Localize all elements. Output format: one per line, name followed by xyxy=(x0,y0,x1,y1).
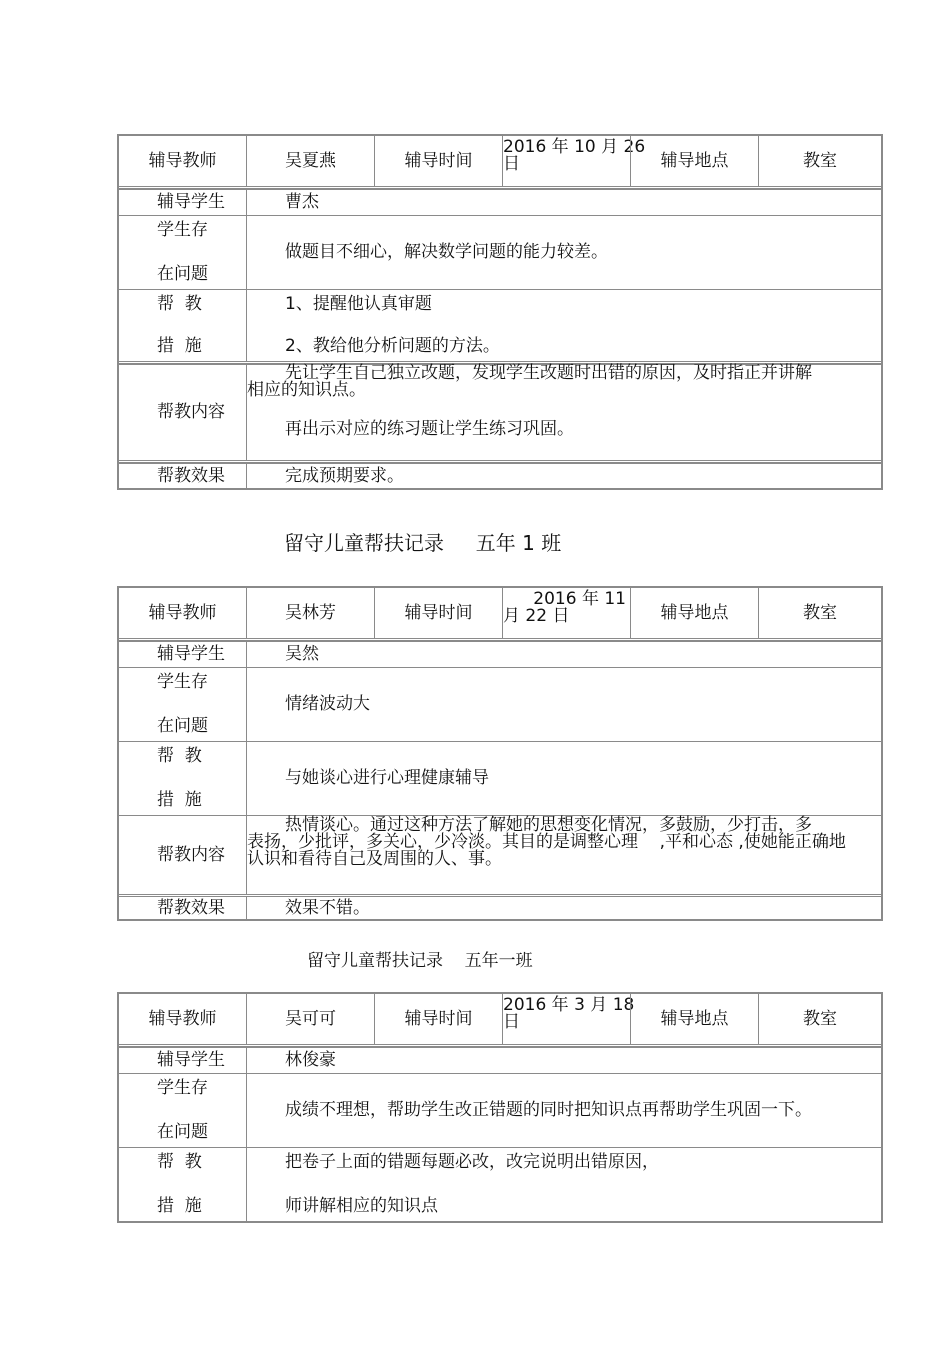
place-value-cell xyxy=(758,588,881,638)
problem-text: 做题目不细心，解决数学问题的能力较差。 xyxy=(285,242,608,262)
place-label-cell xyxy=(630,588,758,638)
teacher-name: 吴可可 xyxy=(285,1008,336,1029)
problem-text: 情绪波动大 xyxy=(285,694,370,714)
time-label-cell xyxy=(374,136,502,186)
measure-text-line1: 1、提醒他认真审题 xyxy=(285,294,432,314)
measure-label-cell xyxy=(119,1148,246,1221)
student-value-cell xyxy=(246,642,881,667)
content-label: 帮教内容 xyxy=(157,844,225,865)
header-row xyxy=(119,136,881,189)
student-value-cell xyxy=(246,1048,881,1073)
content-line2: 表扬，少批评，多关心，少冷淡。其目的是调整心理 ,平和心态 ,使她能正确地 xyxy=(247,832,846,852)
content-label-cell xyxy=(119,365,246,460)
student-row xyxy=(119,641,881,667)
teacher-label: 辅导教师 xyxy=(148,1008,217,1029)
place-label: 辅导地点 xyxy=(660,150,729,171)
time-label: 辅导时间 xyxy=(404,1008,473,1029)
place-value-cell xyxy=(758,994,881,1044)
teacher-label-cell xyxy=(119,136,246,186)
teacher-name: 吴夏燕 xyxy=(285,150,336,171)
time-value-cell xyxy=(502,136,646,186)
student-name: 曹杰 xyxy=(285,192,319,212)
problem-value-cell xyxy=(246,216,881,289)
measure-label-line1: 帮 教 xyxy=(157,746,202,766)
time-label-cell xyxy=(374,994,502,1044)
effect-value-cell xyxy=(246,897,881,919)
problem-label-line2: 在问题 xyxy=(157,1122,208,1142)
measure-text-line1: 把卷子上面的错题每题必改，改完说明出错原因， xyxy=(285,1152,659,1172)
place-label: 辅导地点 xyxy=(660,602,729,623)
record-heading-2: 留守儿童帮扶记录 五年 1 班 xyxy=(284,531,562,555)
teacher-label-cell xyxy=(119,588,246,638)
measure-value-cell xyxy=(246,290,881,361)
teacher-name: 吴林芳 xyxy=(285,602,336,623)
time-value-line1: 2016 年 10 月 26 xyxy=(503,137,646,157)
record-table-1 xyxy=(117,134,883,490)
problem-label-line1: 学生存 xyxy=(157,220,208,240)
place-value-cell xyxy=(758,136,881,186)
measure-row xyxy=(119,1147,881,1221)
time-label: 辅导时间 xyxy=(404,602,473,623)
student-label-cell xyxy=(119,642,246,667)
student-label: 辅导学生 xyxy=(157,1050,225,1070)
teacher-value-cell xyxy=(246,588,374,638)
problem-text: 成绩不理想，帮助学生改正错题的同时把知识点再帮助学生巩固一下。 xyxy=(285,1100,812,1120)
measure-label-line2: 措 施 xyxy=(157,790,202,810)
measure-label-line1: 帮 教 xyxy=(157,1152,202,1172)
effect-text: 完成预期要求。 xyxy=(285,465,404,486)
student-label: 辅导学生 xyxy=(157,192,225,212)
problem-row xyxy=(119,215,881,289)
content-line3: 认识和看待自己及周围的人、事。 xyxy=(247,849,502,869)
measure-value-cell xyxy=(246,1148,881,1221)
place-label-cell xyxy=(630,136,758,186)
effect-row xyxy=(119,463,881,488)
student-label: 辅导学生 xyxy=(157,644,225,664)
problem-value-cell xyxy=(246,1074,881,1147)
teacher-label: 辅导教师 xyxy=(148,150,217,171)
place-value: 教室 xyxy=(803,150,837,171)
time-value-line2: 日 xyxy=(503,1012,520,1032)
place-label: 辅导地点 xyxy=(660,1008,729,1029)
problem-label-line2: 在问题 xyxy=(157,264,208,284)
student-label-cell xyxy=(119,190,246,215)
effect-label: 帮教效果 xyxy=(157,465,225,486)
content-value-cell xyxy=(246,816,881,894)
measure-label-line2: 措 施 xyxy=(157,336,202,356)
problem-label-line1: 学生存 xyxy=(157,1078,208,1098)
effect-row xyxy=(119,894,881,919)
effect-label: 帮教效果 xyxy=(157,897,225,918)
measure-text: 与她谈心进行心理健康辅导 xyxy=(285,768,489,788)
header-row xyxy=(119,588,881,641)
problem-row xyxy=(119,1073,881,1147)
time-value-line2: 月 22 日 xyxy=(503,606,570,626)
measure-text-line2: 师讲解相应的知识点 xyxy=(285,1196,438,1216)
student-row xyxy=(119,1047,881,1073)
record-table-2 xyxy=(117,586,883,921)
effect-text: 效果不错。 xyxy=(285,897,370,918)
problem-label-cell xyxy=(119,216,246,289)
time-value-line2: 日 xyxy=(503,154,520,174)
time-value-line1: 2016 年 11 xyxy=(533,589,626,609)
measure-label-line1: 帮 教 xyxy=(157,294,202,314)
teacher-label: 辅导教师 xyxy=(148,602,217,623)
effect-label-cell xyxy=(119,897,246,919)
content-value-cell xyxy=(246,365,881,460)
content-row xyxy=(119,815,881,894)
time-label-cell xyxy=(374,588,502,638)
measure-label-cell xyxy=(119,290,246,361)
problem-label-cell xyxy=(119,668,246,741)
content-label: 帮教内容 xyxy=(157,402,225,422)
teacher-label-cell xyxy=(119,994,246,1044)
problem-label-cell xyxy=(119,1074,246,1147)
content-line1: 先让学生自己独立改题，发现学生改题时出错的原因，及时指正并讲解 xyxy=(285,363,812,383)
content-row xyxy=(119,364,881,463)
effect-label-cell xyxy=(119,464,246,488)
student-label-cell xyxy=(119,1048,246,1073)
record-table-3 xyxy=(117,992,883,1223)
effect-value-cell xyxy=(246,464,881,488)
measure-row xyxy=(119,289,881,364)
problem-label-line1: 学生存 xyxy=(157,672,208,692)
place-value: 教室 xyxy=(803,1008,837,1029)
measure-label-line2: 措 施 xyxy=(157,1196,202,1216)
student-value-cell xyxy=(246,190,881,215)
problem-label-line2: 在问题 xyxy=(157,716,208,736)
measure-value-cell xyxy=(246,742,881,815)
time-value-line1: 2016 年 3 月 18 xyxy=(503,995,635,1015)
teacher-value-cell xyxy=(246,136,374,186)
content-line1: 热情谈心。通过这种方法了解她的思想变化情况，多鼓励，少打击，多 xyxy=(285,815,812,835)
record-heading-3: 留守儿童帮扶记录 五年一班 xyxy=(307,951,533,971)
content-line2: 相应的知识点。 xyxy=(247,380,366,400)
time-value-cell xyxy=(502,588,630,638)
student-row xyxy=(119,189,881,215)
measure-label-cell xyxy=(119,742,246,815)
measure-row xyxy=(119,741,881,815)
time-value-cell xyxy=(502,994,635,1044)
time-label: 辅导时间 xyxy=(404,150,473,171)
student-name: 吴然 xyxy=(285,644,319,664)
place-value: 教室 xyxy=(803,602,837,623)
content-line3: 再出示对应的练习题让学生练习巩固。 xyxy=(285,419,574,439)
header-row xyxy=(119,994,881,1047)
teacher-value-cell xyxy=(246,994,374,1044)
problem-row xyxy=(119,667,881,741)
problem-value-cell xyxy=(246,668,881,741)
content-label-cell xyxy=(119,816,246,894)
student-name: 林俊豪 xyxy=(285,1050,336,1070)
measure-text-line2: 2、教给他分析问题的方法。 xyxy=(285,336,500,356)
place-label-cell xyxy=(630,994,758,1044)
